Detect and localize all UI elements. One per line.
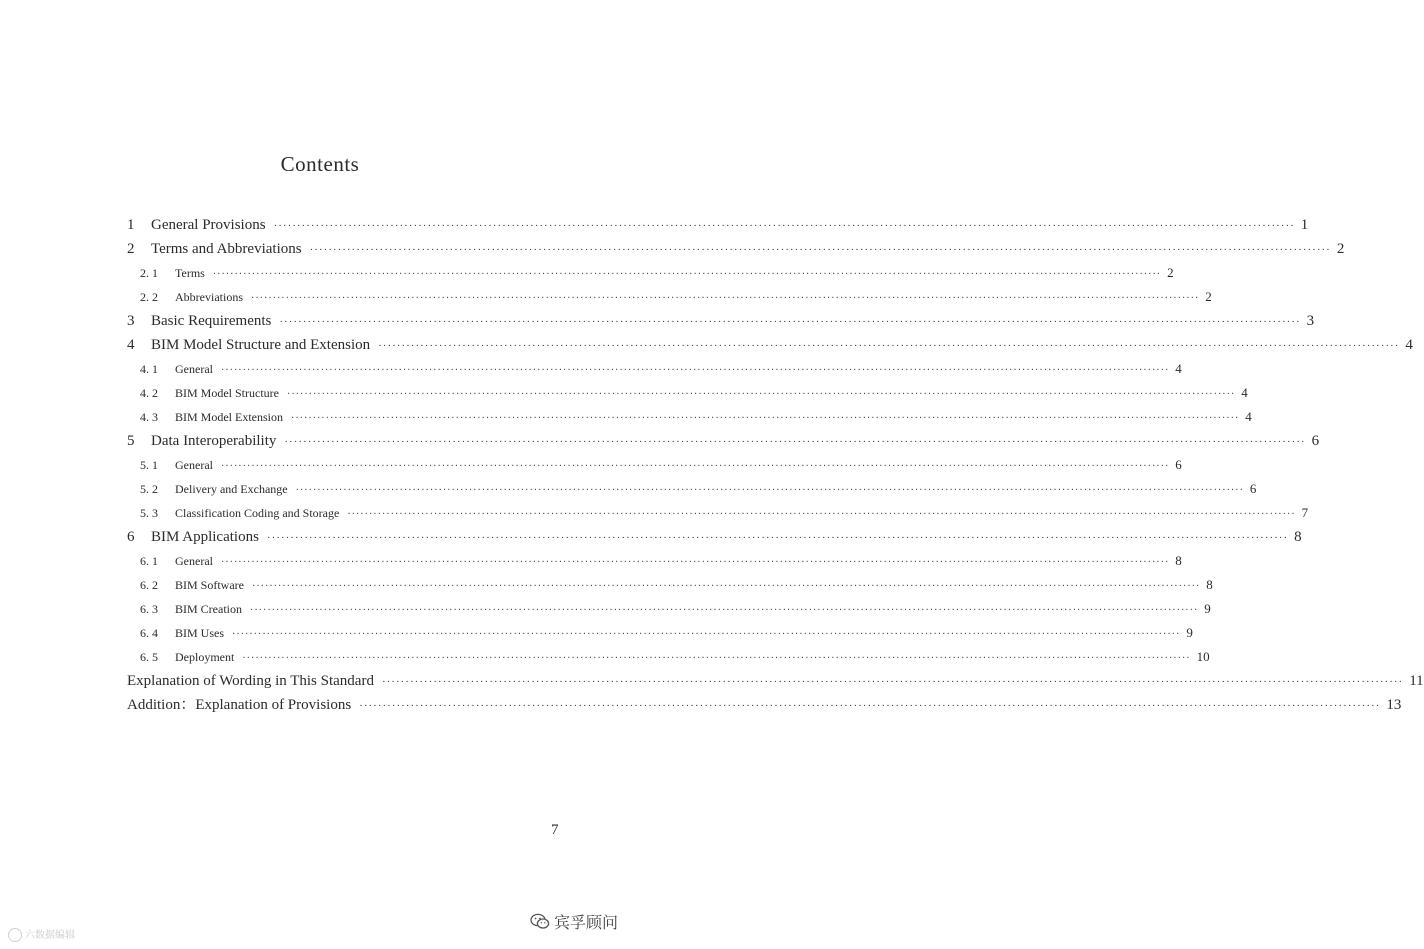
toc-leader-dots: ··························································································································································································································· [287,389,1236,400]
toc-label: Terms [175,266,205,280]
toc-label: Addition：Explanation of Provisions [127,697,352,713]
toc-row [140,597,1211,621]
page-title: Contents [280,152,360,176]
toc-label: General [175,458,213,472]
toc-label: BIM Model Structure and Extension [151,337,371,353]
toc-leader-dots: ··························································································································································································································· [295,485,1244,496]
toc-leader-dots: ··························································································································································································································· [279,316,1301,328]
circle-logo-icon [8,928,22,942]
toc-leader-dots: ··························································································································································································································· [291,413,1240,424]
toc-leader-dots: ··························································································································································································································· [266,532,1289,544]
toc-label: Deployment [175,650,235,664]
toc-page-number: 4 [1175,361,1182,376]
toc-page-number: 9 [1186,625,1193,640]
toc-leader-dots: ··························································································································································································································· [378,340,1400,352]
toc-row [127,669,1424,693]
toc-label: BIM Uses [175,626,225,640]
toc-leader-dots: ··························································································································································································································· [309,244,1331,256]
toc-page-number: 8 [1175,553,1182,568]
toc-row [140,261,1174,285]
toc-number: 1 [127,217,135,233]
toc-leader-dots: ··························································································································································································································· [220,557,1170,568]
toc-number: 6. 3 [140,602,158,616]
toc-number: 4. 3 [140,410,158,424]
toc-row [140,477,1257,501]
toc-label: Classification Coding and Storage [175,506,340,520]
toc-leader-dots: ··························································································································································································································· [220,365,1170,376]
toc-number: 4. 2 [140,386,158,400]
toc-page-number: 3 [1306,313,1315,329]
toc-page-number: 8 [1294,529,1302,545]
toc-number: 6. 4 [140,626,158,640]
toc-number: 5. 2 [140,482,158,496]
toc-row [140,549,1182,573]
toc-page-number: 6 [1175,457,1182,472]
toc-row [127,237,1345,261]
toc-label: BIM Model Extension [175,410,283,424]
toc-leader-dots: ··························································································································································································································· [284,436,1306,448]
toc-leader-dots: ··························································································································································································································· [381,676,1404,688]
toc-label: Explanation of Wording in This Standard [127,673,374,689]
toc-label: Abbreviations [175,290,243,304]
toc-row [140,405,1252,429]
toc-page-number: 1 [1300,217,1309,233]
toc-page-number: 9 [1204,601,1211,616]
toc-label: Basic Requirements [151,313,272,329]
toc-number: 4. 1 [140,362,158,376]
toc-number: 5 [127,433,135,449]
toc-page-number: 2 [1205,289,1212,304]
toc-leader-dots: ··························································································································································································································· [273,220,1295,232]
page-number: 7 [551,822,559,838]
toc-row [127,213,1309,237]
watermark-left-text: 六数据编辑 [25,930,75,941]
toc-label: BIM Model Structure [175,386,279,400]
toc-row [140,501,1309,525]
toc-label: Terms and Abbreviations [151,241,302,257]
toc-row [140,621,1193,645]
toc-page-number: 13 [1386,697,1402,713]
toc-label: General [175,554,213,568]
toc-number: 6. 2 [140,578,158,592]
toc-row [127,693,1402,717]
toc-label: General Provisions [151,217,266,233]
toc-leader-dots: ··························································································································································································································· [359,700,1381,712]
toc-page-number: 4 [1245,409,1252,424]
toc-number: 5. 3 [140,506,158,520]
toc-number: 5. 1 [140,458,158,472]
toc-number: 6. 5 [140,650,158,664]
toc-leader-dots: ··························································································································································································································· [242,653,1191,664]
toc-row [140,645,1210,669]
toc-number: 4 [127,337,135,353]
toc-number: 2. 1 [140,266,158,280]
toc-number: 3 [127,313,135,329]
toc-leader-dots: ··························································································································································································································· [251,293,1200,304]
toc-row [140,357,1182,381]
toc-leader-dots: ··························································································································································································································· [252,581,1201,592]
toc-row [127,429,1320,453]
toc-row [140,381,1248,405]
toc-leader-dots: ··························································································································································································································· [232,629,1181,640]
toc-row [140,285,1212,309]
toc-label: BIM Creation [175,602,242,616]
toc-number: 2 [127,241,135,257]
toc-leader-dots: ··························································································································································································································· [347,509,1296,520]
toc-row [140,453,1182,477]
toc-page-number: 4 [1405,337,1413,353]
toc-label: BIM Applications [151,529,259,545]
toc-label: Delivery and Exchange [175,482,288,496]
toc-leader-dots: ··························································································································································································································· [220,461,1170,472]
toc-page-number: 4 [1241,385,1248,400]
toc-page-number: 11 [1409,673,1424,689]
toc-number: 2. 2 [140,290,158,304]
toc-label: Data Interoperability [151,433,277,449]
toc-label: General [175,362,213,376]
toc-row [127,525,1302,549]
toc-page-number: 6 [1311,433,1320,449]
toc-page-number: 2 [1167,265,1174,280]
watermark-left [8,926,75,942]
toc-label: BIM Software [175,578,244,592]
toc-page-number: 8 [1206,577,1213,592]
toc-page-number: 2 [1336,241,1345,257]
toc-page-number: 10 [1196,649,1210,664]
wechat-icon [530,913,550,930]
toc-leader-dots: ··························································································································································································································· [212,269,1162,280]
toc-page-number: 7 [1301,505,1309,520]
watermark-right-text: 宾孚顾问 [554,913,619,932]
toc-leader-dots: ··························································································································································································································· [250,605,1199,616]
watermark-right [530,910,618,933]
toc-row [140,573,1213,597]
toc-row [127,309,1315,333]
toc-number: 6. 1 [140,554,158,568]
toc-row [127,333,1413,357]
toc-number: 6 [127,529,135,545]
toc-page-number: 6 [1249,481,1257,496]
